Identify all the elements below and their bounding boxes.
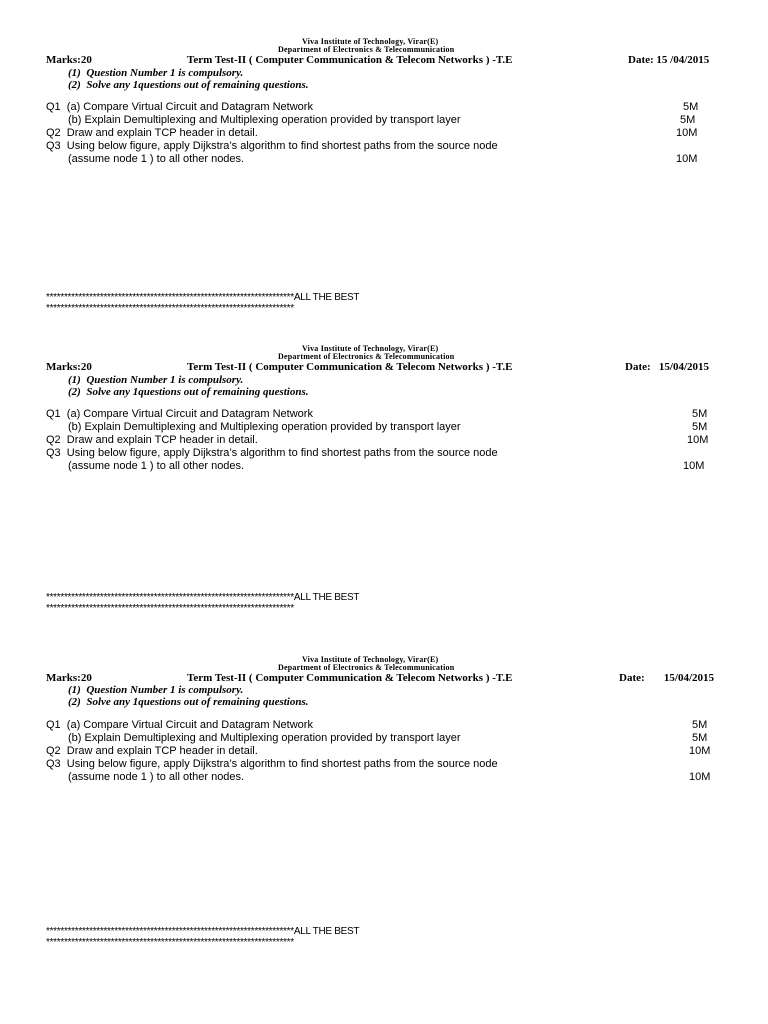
instruction-2: (2) Solve any 1questions out of remaining questions. <box>68 696 309 708</box>
question-2: Q2 Draw and explain TCP header in detail. <box>46 127 258 139</box>
question-1b: (b) Explain Demultiplexing and Multiplexing operation provided by transport layer <box>68 732 461 744</box>
department-name: Department of Electronics & Telecommunication <box>278 663 455 672</box>
footer-stars: ********************************************************************* <box>46 303 294 314</box>
date-label: Date: 15/04/2015 <box>619 672 715 684</box>
question-2-marks: 10M <box>676 127 698 139</box>
question-3: Q3 Using below figure, apply Dijkstra’s algorithm to find shortest paths from the source node <box>46 447 498 459</box>
question-2-marks: 10M <box>689 745 711 757</box>
institute-name: Viva Institute of Technology, Virar(E) <box>302 655 439 664</box>
footer-all-the-best: *********************************************************************ALL THE BEST <box>46 592 360 603</box>
question-2: Q2 Draw and explain TCP header in detail. <box>46 745 258 757</box>
question-1a: Q1 (a) Compare Virtual Circuit and Datagram Network <box>46 101 313 113</box>
question-1b: (b) Explain Demultiplexing and Multiplexing operation provided by transport layer <box>68 421 461 433</box>
question-3: Q3 Using below figure, apply Dijkstra’s algorithm to find shortest paths from the source node <box>46 758 498 770</box>
instruction-2: (2) Solve any 1questions out of remaining questions. <box>68 79 309 91</box>
instruction-2: (2) Solve any 1questions out of remaining questions. <box>68 386 309 398</box>
question-1a-marks: 5M <box>683 101 699 113</box>
question-3-continued: (assume node 1 ) to all other nodes. <box>68 460 245 472</box>
test-title: Term Test-II ( Computer Communication & Telecom Networks ) -T.E <box>187 361 513 373</box>
question-1a-marks: 5M <box>692 719 708 731</box>
department-name: Department of Electronics & Telecommunication <box>278 45 455 54</box>
institute-name: Viva Institute of Technology, Virar(E) <box>302 344 439 353</box>
test-title: Term Test-II ( Computer Communication & Telecom Networks ) -T.E <box>187 672 513 684</box>
question-1b-marks: 5M <box>692 421 708 433</box>
question-3-marks: 10M <box>676 153 698 165</box>
institute-name: Viva Institute of Technology, Virar(E) <box>302 37 439 46</box>
date-label: Date: 15 /04/2015 <box>628 54 710 66</box>
marks-label: Marks:20 <box>46 672 92 684</box>
question-3-marks: 10M <box>689 771 711 783</box>
question-2-marks: 10M <box>687 434 709 446</box>
department-name: Department of Electronics & Telecommunication <box>278 352 455 361</box>
question-3-continued: (assume node 1 ) to all other nodes. <box>68 153 245 165</box>
footer-stars: ********************************************************************* <box>46 603 294 614</box>
marks-label: Marks:20 <box>46 361 92 373</box>
instruction-1: (1) Question Number 1 is compulsory. <box>68 684 244 696</box>
question-1a: Q1 (a) Compare Virtual Circuit and Datagram Network <box>46 408 313 420</box>
footer-stars: ********************************************************************* <box>46 937 294 948</box>
footer-all-the-best: *********************************************************************ALL THE BEST <box>46 292 360 303</box>
footer-all-the-best: *********************************************************************ALL THE BEST <box>46 926 360 937</box>
test-title: Term Test-II ( Computer Communication & Telecom Networks ) -T.E <box>187 54 513 66</box>
date-label: Date: 15/04/2015 <box>625 361 710 373</box>
question-1b: (b) Explain Demultiplexing and Multiplexing operation provided by transport layer <box>68 114 461 126</box>
question-1a-marks: 5M <box>692 408 708 420</box>
question-2: Q2 Draw and explain TCP header in detail. <box>46 434 258 446</box>
instruction-1: (1) Question Number 1 is compulsory. <box>68 67 244 79</box>
instruction-1: (1) Question Number 1 is compulsory. <box>68 374 244 386</box>
marks-label: Marks:20 <box>46 54 92 66</box>
question-1b-marks: 5M <box>692 732 708 744</box>
question-1b-marks: 5M <box>680 114 696 126</box>
question-3-continued: (assume node 1 ) to all other nodes. <box>68 771 245 783</box>
question-3: Q3 Using below figure, apply Dijkstra’s algorithm to find shortest paths from the source node <box>46 140 498 152</box>
question-3-marks: 10M <box>683 460 705 472</box>
question-1a: Q1 (a) Compare Virtual Circuit and Datagram Network <box>46 719 313 731</box>
